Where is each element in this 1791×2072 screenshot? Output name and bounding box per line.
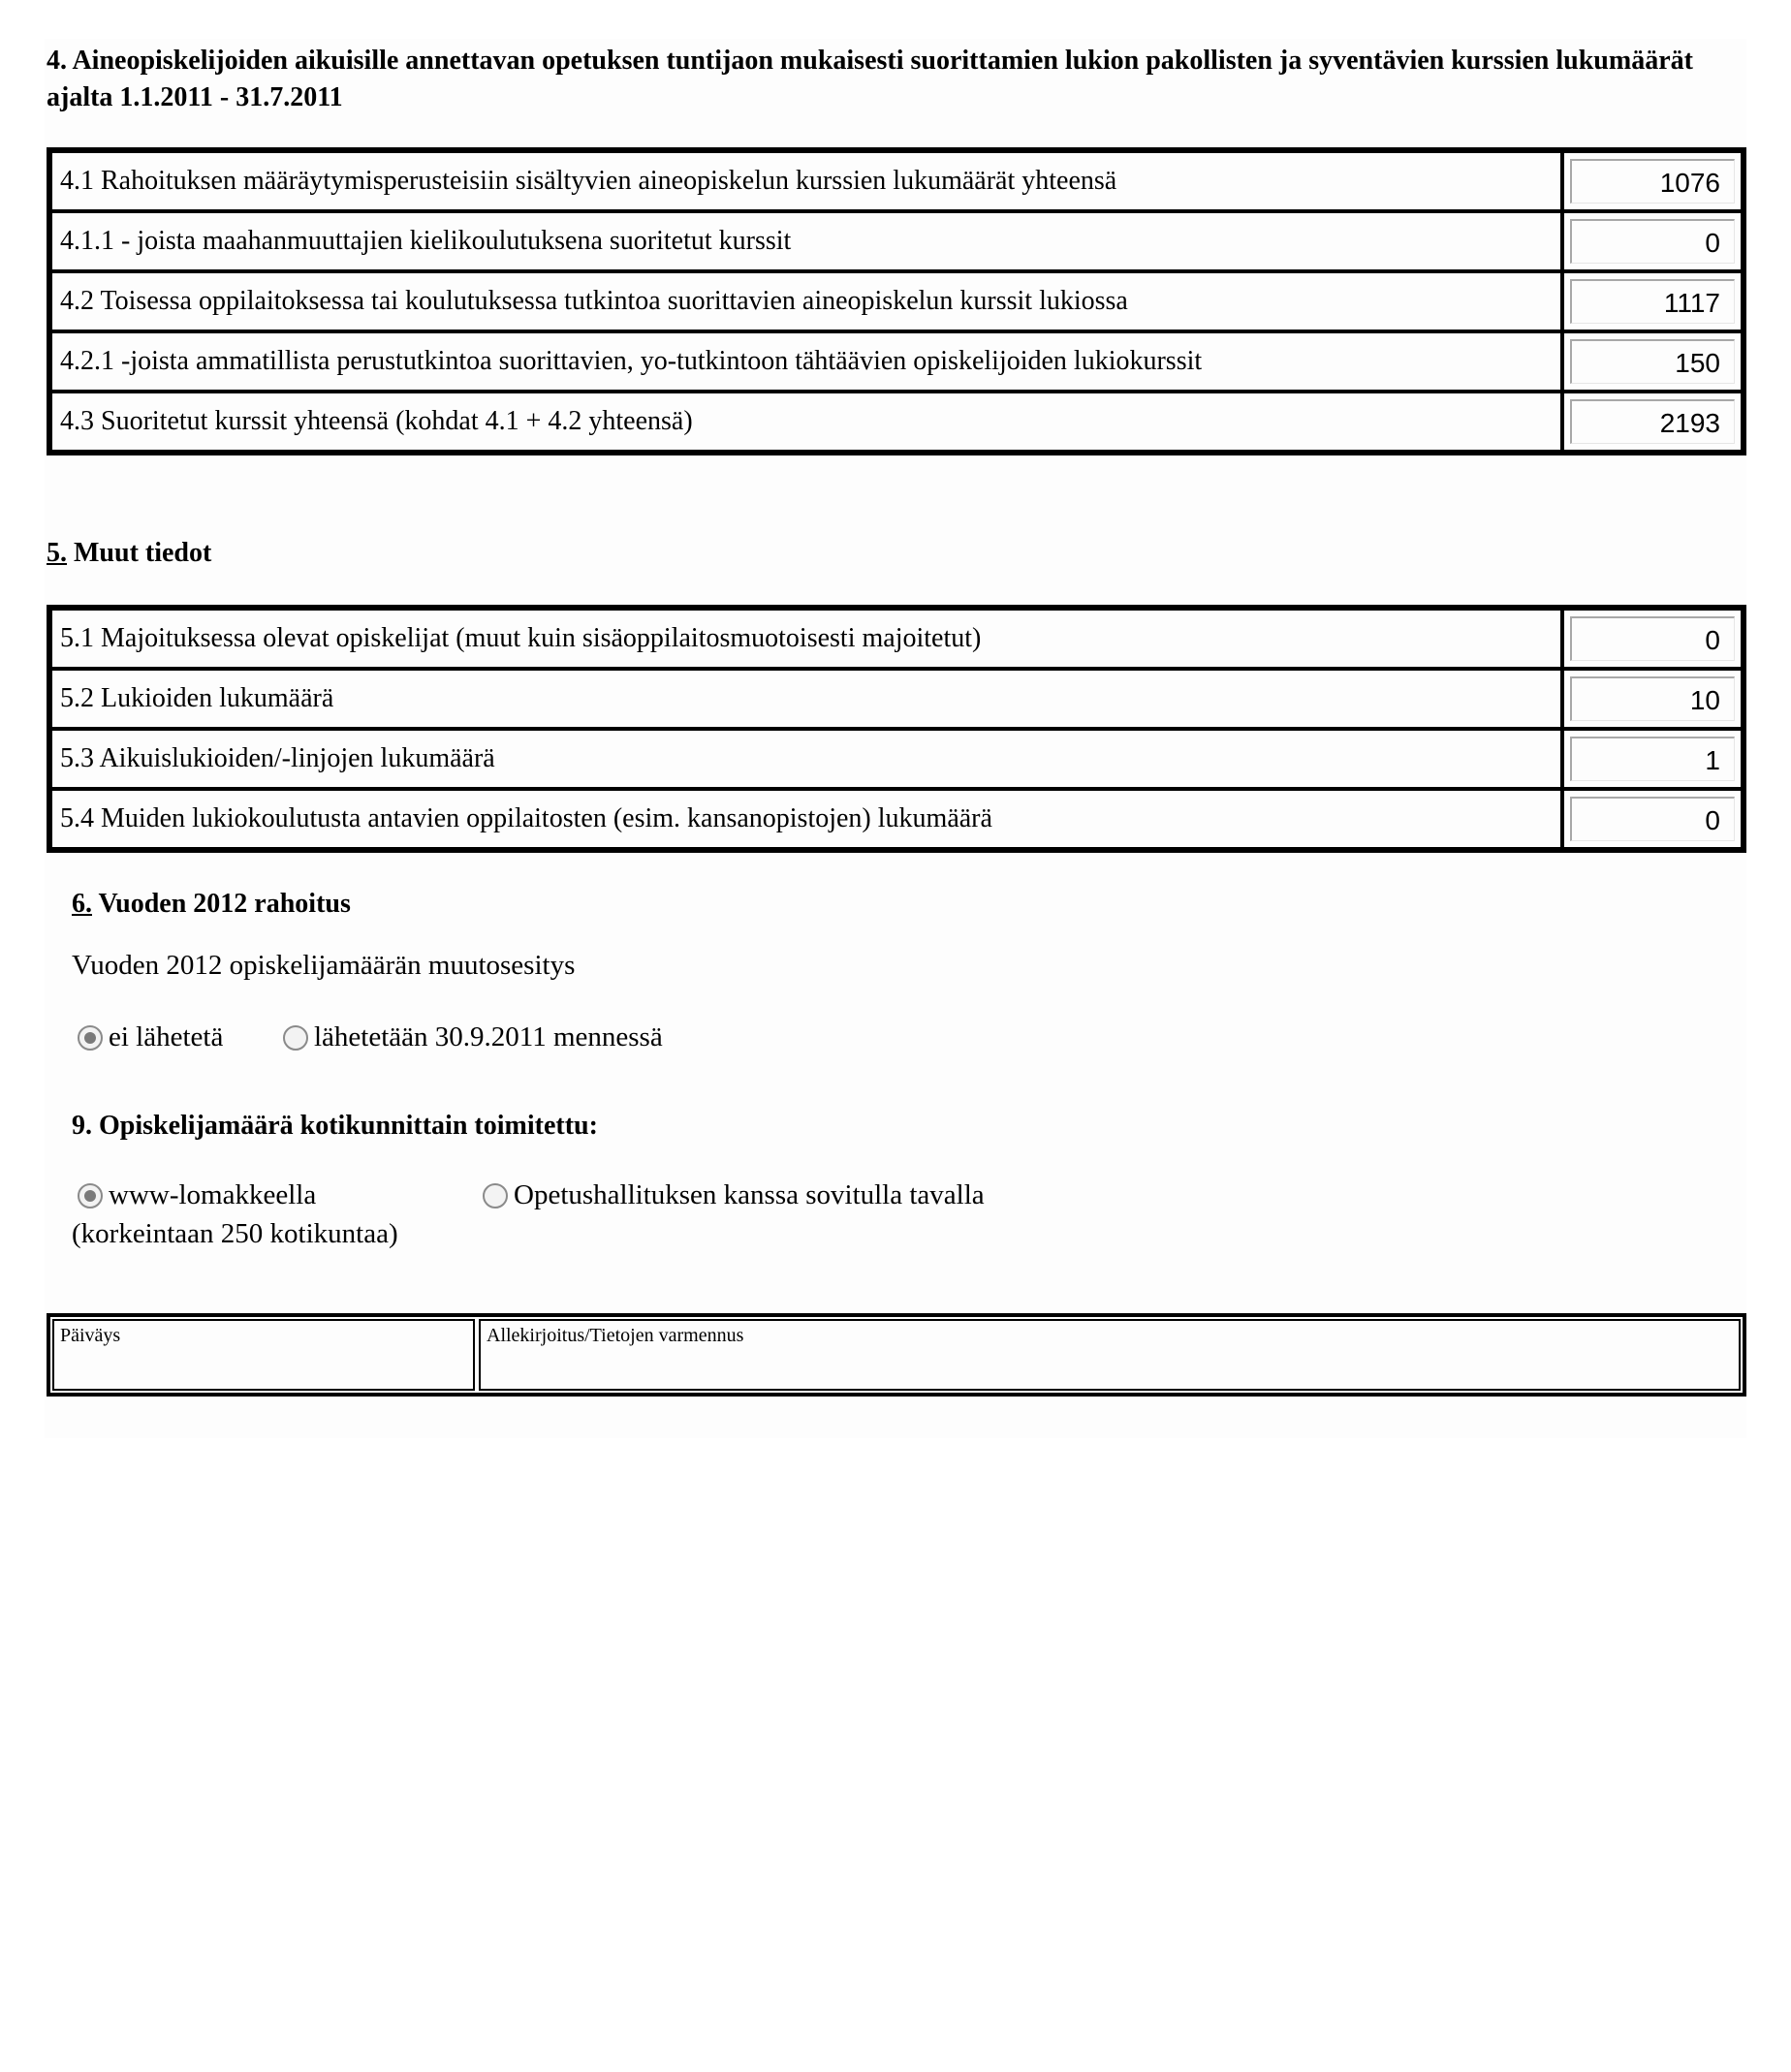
table-row: [50, 211, 1743, 271]
radio-unselected-icon[interactable]: [483, 1183, 508, 1209]
value-field[interactable]: 1076: [1570, 159, 1735, 204]
value-field[interactable]: 0: [1570, 797, 1735, 841]
row-label: 4.2.1 -joista ammatillista perustutkintoa suorittavien, yo-tutkintoon tähtäävien opiskelijoiden lukiokurssit: [50, 331, 1562, 392]
radio-selected-icon[interactable]: [78, 1025, 103, 1051]
row-label: 4.1.1 - joista maahanmuuttajien kielikoulutuksena suoritetut kurssit: [50, 211, 1562, 271]
row-label: 4.3 Suoritetut kurssit yhteensä (kohdat 4.1 + 4.2 yhteensä): [50, 392, 1562, 452]
value-field[interactable]: 1: [1570, 737, 1735, 781]
radio-sublabel: (korkeintaan 250 kotikuntaa): [72, 1218, 398, 1249]
table-row: [50, 729, 1743, 789]
radio-option-ei-laheteta[interactable]: [78, 1021, 223, 1053]
section-5-heading: Muut tiedot: [74, 538, 212, 568]
date-cell[interactable]: [52, 1319, 475, 1391]
table-row: [50, 789, 1743, 849]
radio-label: www-lomakkeella: [109, 1179, 317, 1210]
table-row: [50, 331, 1743, 392]
value-field[interactable]: 1117: [1570, 279, 1735, 324]
section-4-table: [47, 147, 1746, 455]
table-row: [50, 609, 1743, 669]
radio-option-www-lomakkeella[interactable]: [78, 1179, 316, 1211]
section-5-title: [47, 535, 211, 572]
section-5-table: [47, 605, 1746, 853]
section-9-title: 9. Opiskelijamäärä kotikunnittain toimitettu:: [72, 1111, 598, 1141]
radio-selected-icon[interactable]: [78, 1183, 103, 1209]
radio-label: Opetushallituksen kanssa sovitulla tavalla: [514, 1179, 985, 1210]
row-label: 4.1 Rahoituksen määräytymisperusteisiin sisältyvien aineopiskelun kurssien lukumäärät yhteensä: [50, 151, 1562, 211]
section-6-heading: Vuoden 2012 rahoitus: [98, 889, 351, 919]
section-6-title: [72, 886, 351, 923]
value-field[interactable]: 2193: [1570, 399, 1735, 444]
row-label: 5.2 Lukioiden lukumäärä: [50, 669, 1562, 729]
table-row: [50, 669, 1743, 729]
signature-label: Allekirjoitus/Tietojen varmennus: [487, 1325, 744, 1346]
row-label: 5.3 Aikuislukioiden/-linjojen lukumäärä: [50, 729, 1562, 789]
signature-cell[interactable]: [479, 1319, 1741, 1391]
section-5-number-link[interactable]: 5.: [47, 538, 67, 568]
section-6-question: Vuoden 2012 opiskelijamäärän muutosesitys: [72, 950, 576, 981]
signature-table: [47, 1313, 1746, 1397]
row-label: 5.4 Muiden lukiokoulutusta antavien oppilaitosten (esim. kansanopistojen) lukumäärä: [50, 789, 1562, 849]
value-field[interactable]: 10: [1570, 676, 1735, 721]
radio-label: lähetetään 30.9.2011 mennessä: [314, 1021, 663, 1052]
section-4-title: 4. Aineopiskelijoiden aikuisille annettavan opetuksen tuntijaon mukaisesti suorittamien lukion pakollisten ja syventävien kurssien lukumäärät ajalta 1.1.2011 - 31.7.2011: [47, 46, 1693, 112]
radio-option-lahetetaan[interactable]: [283, 1021, 663, 1053]
value-field[interactable]: 0: [1570, 219, 1735, 264]
section-6-number-link[interactable]: 6.: [72, 889, 92, 919]
radio-unselected-icon[interactable]: [283, 1025, 308, 1051]
row-label: 4.2 Toisessa oppilaitoksessa tai koulutuksessa tutkintoa suorittavien aineopiskelun kurssit lukiossa: [50, 271, 1562, 331]
table-row: [50, 392, 1743, 452]
value-field[interactable]: 150: [1570, 339, 1735, 384]
table-row: [50, 271, 1743, 331]
radio-option-opetushallitus[interactable]: [483, 1179, 985, 1211]
row-label: 5.1 Majoituksessa olevat opiskelijat (muut kuin sisäoppilaitosmuotoisesti majoitetut): [50, 609, 1562, 669]
table-row: [50, 151, 1743, 211]
radio-label: ei lähetetä: [109, 1021, 224, 1052]
value-field[interactable]: 0: [1570, 616, 1735, 661]
date-label: Päiväys: [60, 1325, 121, 1346]
